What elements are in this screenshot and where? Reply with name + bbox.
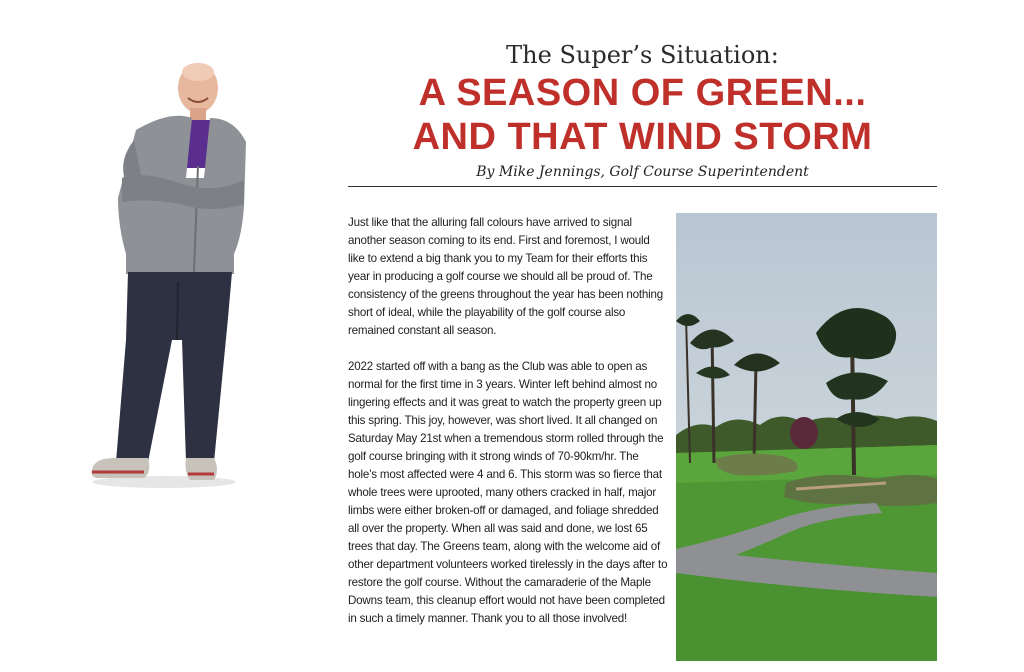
article-body	[348, 214, 668, 646]
storm-damage-photo	[676, 213, 937, 661]
headline-line-2: AND THAT WIND STORM	[412, 116, 873, 158]
paragraph: Just like that the alluring fall colours have arrived to signal another season coming to its end. First and foremost, I would like to extend a big thank you to my Team for their efforts this year in producing a golf course we should all be proud of. The consistency of the greens throughout the year has been nothing short of ideal, while the playability of the golf course also remained constant all season.	[348, 216, 664, 337]
superintendent-portrait	[82, 58, 252, 490]
paragraph: 2022 started off with a bang as the Club was able to open as normal for the first time in 3 years. Winter left behind almost no lingering effects and it was great to watch the property green up this spring. This joy, however, was short lived. It all changed on Saturday May 21st when a tremendous storm rolled through the golf course bringing with it strong winds of 70-90km/hr. The hole’s most affected were 4 and 6. This storm was so fierce that whole trees were uprooted, many others cracked in half, major limbs were either broken-off or damaged, and foliage shredded all over the property. When all was said and done, we lost 65 trees that day. The Greens team, along with the welcome aid of other department volunteers worked tirelessly in the days after to restore the golf course. Without the camaraderie of the Maple Downs team, this cleanup effort would not have been completed in such a timely manner. Thank you to all those involved!	[348, 360, 668, 625]
header-divider	[348, 186, 937, 187]
byline: By Mike Jennings, Golf Course Superintendent	[476, 164, 809, 180]
article-header	[348, 40, 937, 181]
headline-line-1: A SEASON OF GREEN...	[418, 72, 867, 114]
section-kicker: The Super’s Situation:	[506, 41, 779, 69]
